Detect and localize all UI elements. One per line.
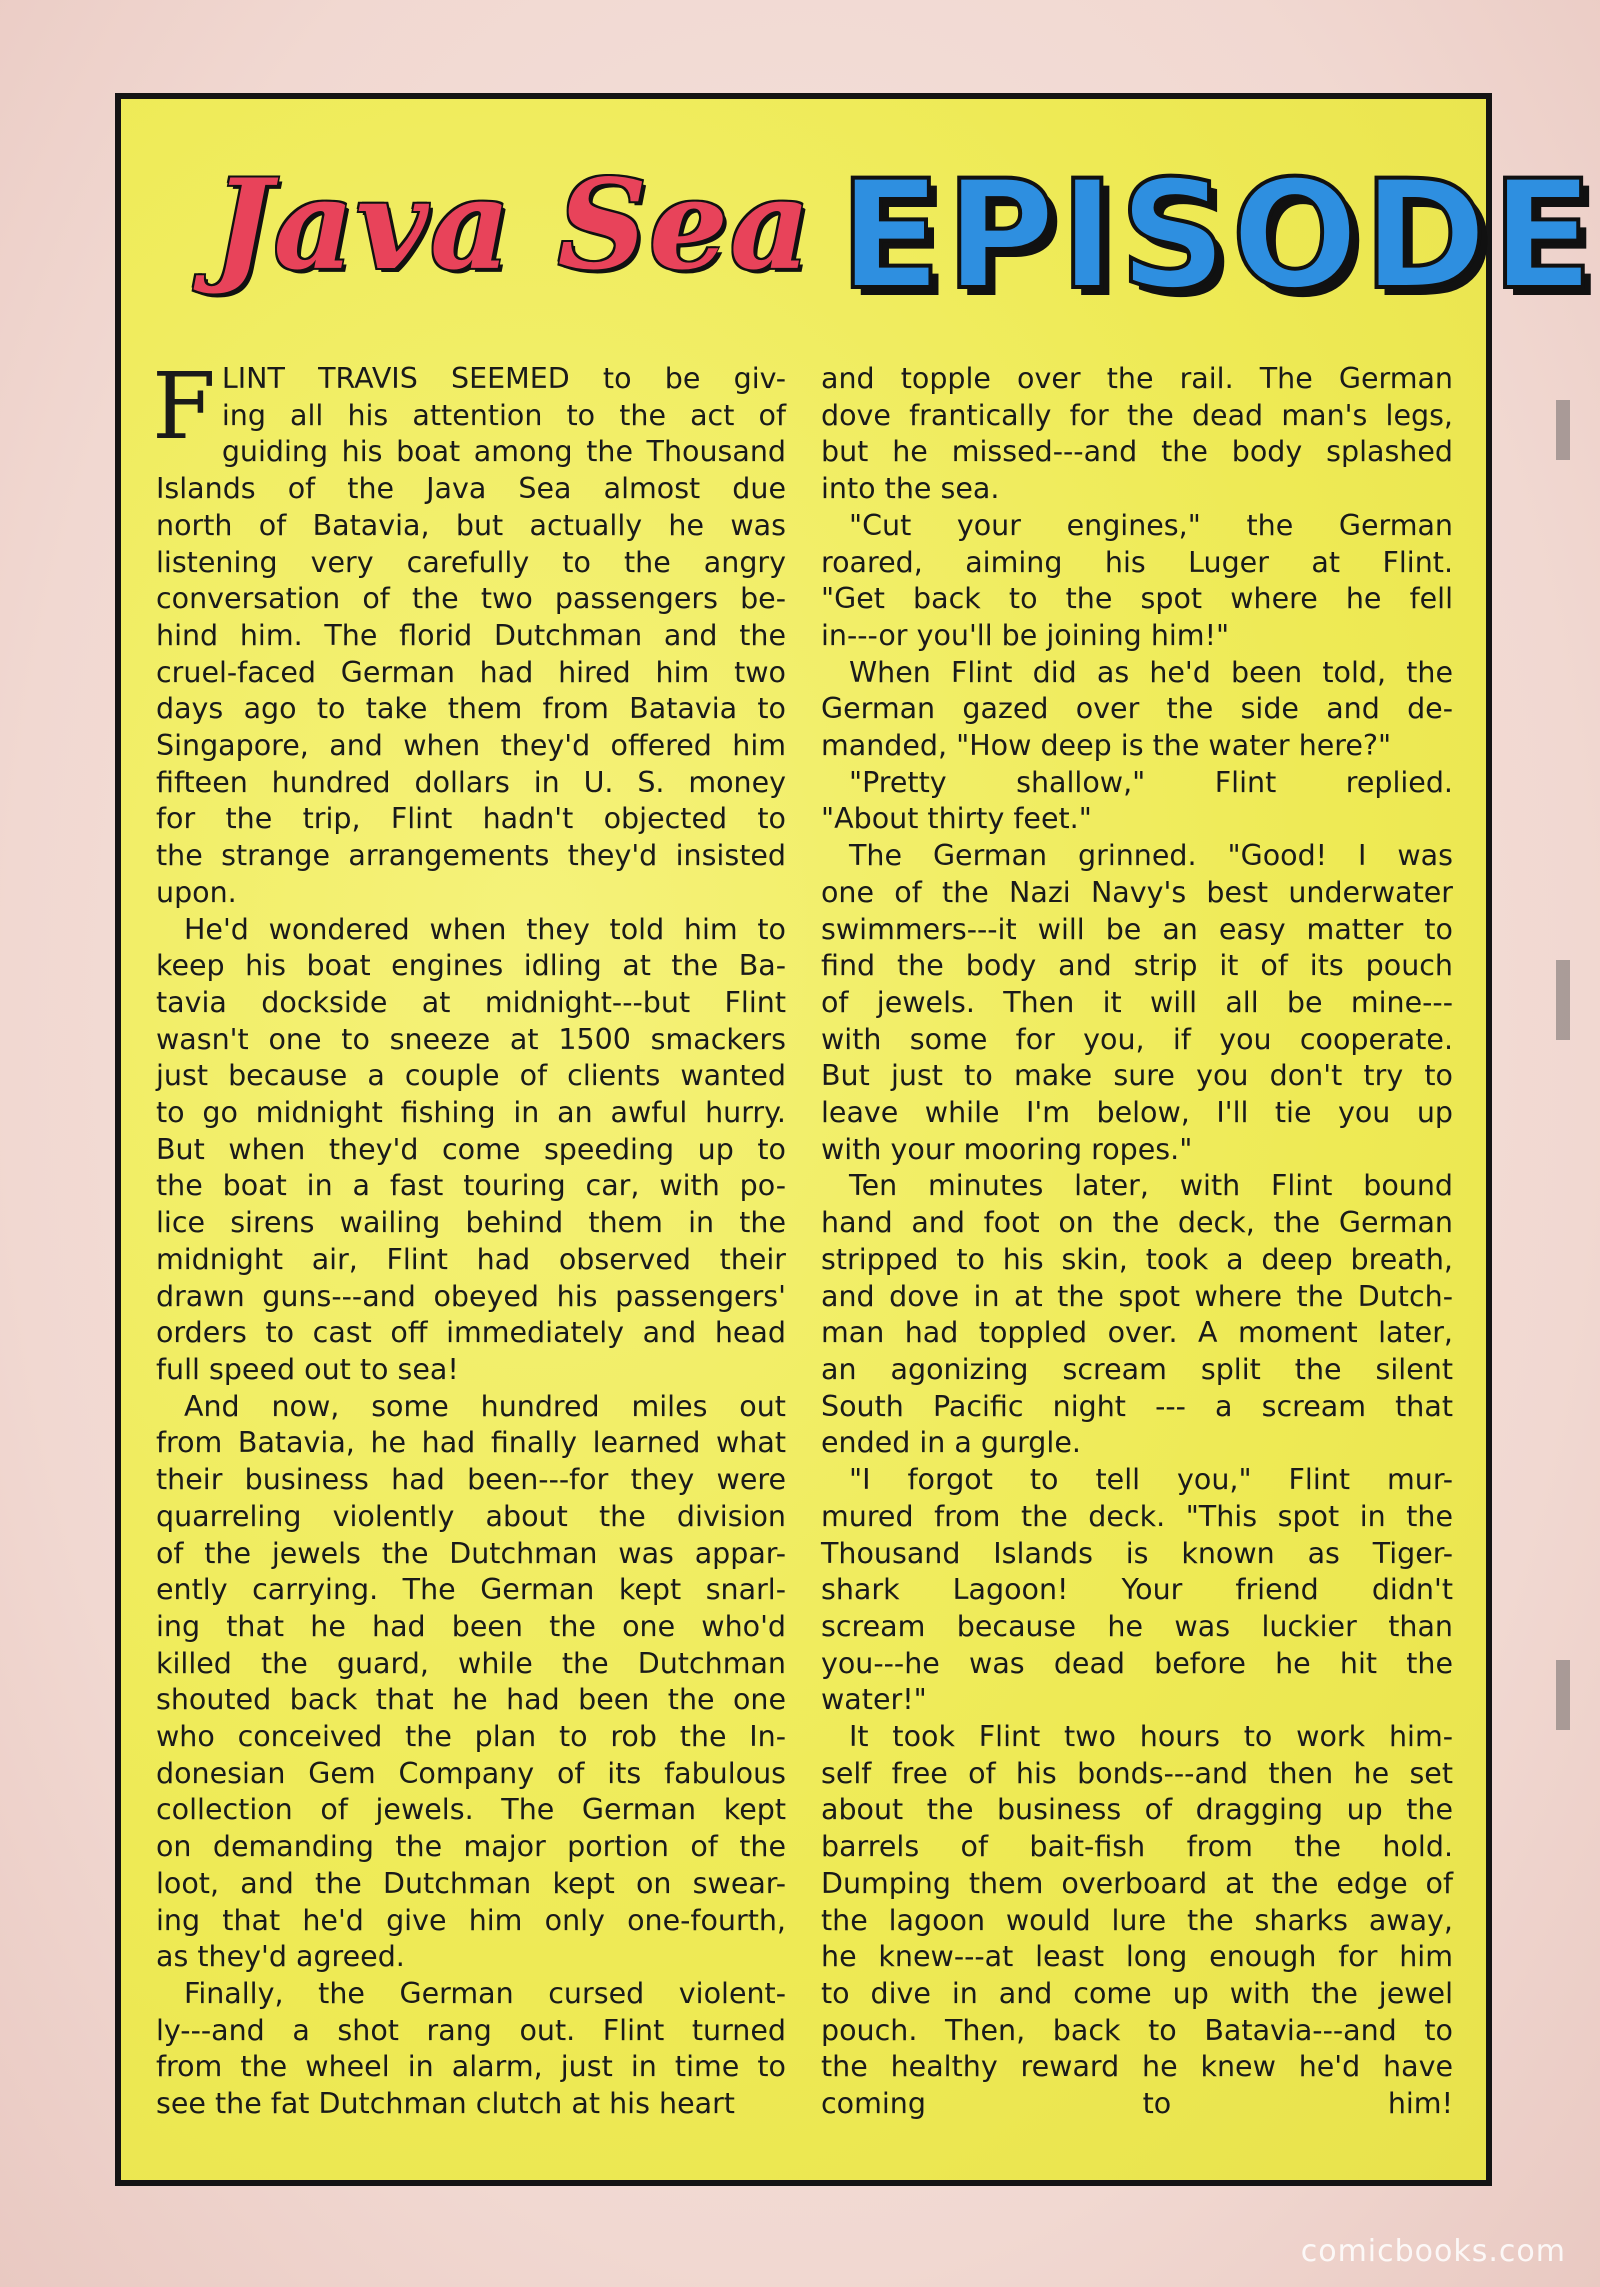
story-line: conversation of the two passengers be-	[156, 582, 786, 616]
story-line: hind him. The florid Dutchman and the	[156, 618, 786, 652]
story-line: see the fat Dutchman clutch at his heart	[156, 2087, 735, 2121]
story-line: the lagoon would lure the sharks away,	[821, 1903, 1453, 1937]
story-line: "Pretty shallow," Flint replied.	[849, 765, 1453, 799]
story-line: Islands of the Java Sea almost due	[156, 472, 786, 506]
story-line: for the trip, Flint hadn't objected to	[156, 802, 786, 836]
story-line: their business had been---for they were	[156, 1463, 786, 1497]
story-line: LINT TRAVIS SEEMED to be giv-	[221, 362, 786, 395]
title-script: Java Sea	[213, 153, 813, 298]
story-line: orders to cast off immediately and head	[156, 1316, 786, 1350]
story-line: "About thirty feet."	[821, 802, 1092, 836]
story-line: When Flint did as he'd been told, the	[849, 655, 1453, 689]
story-line: stripped to his skin, took a deep breath,	[821, 1242, 1453, 1276]
story-line: killed the guard, while the Dutchman	[156, 1646, 786, 1680]
story-line: ing that he had been the one who'd	[156, 1609, 786, 1643]
story-line: guiding his boat among the Thousand	[221, 435, 786, 469]
story-line: the healthy reward he knew he'd have	[821, 2050, 1453, 2084]
story-line: mured from the deck. "This spot in the	[821, 1499, 1453, 1533]
edge-scan-mark	[1556, 400, 1570, 460]
edge-scan-mark	[1556, 960, 1570, 1040]
story-line: Finally, the German cursed violent-	[184, 1976, 786, 2010]
drop-cap: F	[152, 353, 216, 460]
story-line: the boat in a fast touring car, with po-	[156, 1169, 786, 1203]
story-line: days ago to take them from Batavia to	[156, 692, 786, 726]
story-line: ing all his attention to the act of	[221, 398, 786, 432]
story-line: "Cut your engines," the German	[849, 508, 1453, 542]
story-line: who conceived the plan to rob the In-	[156, 1720, 786, 1754]
story-line: about the business of dragging up the	[821, 1793, 1453, 1827]
story-line: leave while I'm below, I'll tie you up	[821, 1096, 1453, 1130]
title-banner	[191, 131, 1598, 366]
story-line: from Batavia, he had finally learned what	[156, 1426, 786, 1460]
story-line: fifteen hundred dollars in U. S. money	[156, 765, 786, 799]
story-line: as they'd agreed.	[156, 1940, 405, 1974]
story-line: shouted back that he had been the one	[156, 1683, 786, 1717]
story-line: water!"	[821, 1683, 927, 1717]
story-line: an agonizing scream split the silent	[821, 1352, 1453, 1386]
story-line: the strange arrangements they'd insisted	[156, 839, 786, 873]
story-line: South Pacific night --- a scream that	[821, 1389, 1453, 1423]
story-line: midnight air, Flint had observed their	[156, 1242, 786, 1276]
story-line: and topple over the rail. The German	[821, 362, 1453, 395]
story-line: loot, and the Dutchman kept on swear-	[156, 1866, 786, 1900]
story-line: swimmers---it will be an easy matter to	[821, 912, 1453, 946]
story-line: drawn guns---and obeyed his passengers'	[156, 1279, 786, 1313]
story-line: to dive in and come up with the jewel	[821, 1976, 1453, 2010]
watermark: comicbooks.com	[1300, 2234, 1566, 2269]
story-line: ly---and a shot rang out. Flint turned	[156, 2013, 786, 2047]
story-line: full speed out to sea!	[156, 1352, 459, 1386]
story-line: north of Batavia, but actually he was	[156, 508, 786, 542]
story-line: he knew---at least long enough for him	[821, 1940, 1453, 1974]
story-line: ended in a gurgle.	[821, 1426, 1081, 1460]
story-line: ing that he'd give him only one-fourth,	[156, 1903, 786, 1937]
story-panel	[115, 93, 1598, 2186]
story-line: pouch. Then, back to Batavia---and to	[821, 2013, 1453, 2047]
story-line: upon.	[156, 875, 237, 909]
story-line: Thousand Islands is known as Tiger-	[821, 1536, 1453, 1570]
story-line: barrels of bait-fish from the hold.	[821, 1830, 1453, 1864]
right-column	[821, 361, 1453, 2123]
story-line: in---or you'll be joining him!"	[821, 618, 1230, 652]
story-line: to go midnight fishing in an awful hurry.	[156, 1096, 786, 1130]
title-block: EPISODE	[839, 149, 1598, 323]
story-line: find the body and strip it of its pouch	[821, 949, 1453, 983]
story-line: Ten minutes later, with Flint bound	[849, 1169, 1453, 1203]
story-line: on demanding the major portion of the	[156, 1830, 786, 1864]
story-line: But when they'd come speeding up to	[156, 1132, 786, 1166]
story-line: hand and foot on the deck, the German	[821, 1206, 1453, 1240]
story-line: just because a couple of clients wanted	[156, 1059, 786, 1093]
story-line: with some for you, if you cooperate.	[821, 1022, 1453, 1056]
story-line: Dumping them overboard at the edge of	[821, 1866, 1453, 1900]
edge-scan-mark	[1556, 1660, 1570, 1730]
story-line: but he missed---and the body splashed	[821, 435, 1453, 469]
story-line: Singapore, and when they'd offered him	[156, 729, 786, 763]
story-line: And now, some hundred miles out	[184, 1389, 786, 1423]
story-line: quarreling violently about the division	[156, 1499, 786, 1533]
story-line: dove frantically for the dead man's legs,	[821, 398, 1453, 432]
story-line: man had toppled over. A moment later,	[821, 1316, 1453, 1350]
story-line: shark Lagoon! Your friend didn't	[821, 1573, 1453, 1607]
story-line: donesian Gem Company of its fabulous	[156, 1756, 786, 1790]
story-line: listening very carefully to the angry	[156, 545, 786, 579]
story-line: cruel-faced German had hired him two	[156, 655, 786, 689]
story-line: wasn't one to sneeze at 1500 smackers	[156, 1022, 786, 1056]
left-column	[152, 353, 786, 2123]
story-line: "I forgot to tell you," Flint mur-	[849, 1463, 1453, 1497]
story-line: coming to him!	[821, 2087, 1453, 2121]
story-line: It took Flint two hours to work him-	[849, 1720, 1453, 1754]
story-line: scream because he was luckier than	[821, 1609, 1453, 1643]
story-line: ently carrying. The German kept snarl-	[156, 1573, 786, 1607]
story-line: from the wheel in alarm, just in time to	[156, 2050, 786, 2084]
story-line: with your mooring ropes."	[821, 1132, 1193, 1166]
story-line: The German grinned. "Good! I was	[849, 839, 1453, 873]
story-line: of the jewels the Dutchman was appar-	[156, 1536, 786, 1570]
story-line: of jewels. Then it will all be mine---	[821, 985, 1453, 1019]
story-line: self free of his bonds---and then he set	[821, 1756, 1453, 1790]
story-line: tavia dockside at midnight---but Flint	[156, 985, 786, 1019]
story-line: manded, "How deep is the water here?"	[821, 729, 1392, 763]
story-line: you---he was dead before he hit the	[821, 1646, 1453, 1680]
story-line: collection of jewels. The German kept	[156, 1793, 786, 1827]
story-line: German gazed over the side and de-	[821, 692, 1453, 726]
story-line: keep his boat engines idling at the Ba-	[156, 949, 786, 983]
story-line: He'd wondered when they told him to	[184, 912, 786, 946]
story-line: "Get back to the spot where he fell	[821, 582, 1453, 616]
story-line: one of the Nazi Navy's best underwater	[821, 875, 1453, 909]
story-line: into the sea.	[821, 472, 1000, 506]
story-line: and dove in at the spot where the Dutch-	[821, 1279, 1453, 1313]
story-line: But just to make sure you don't try to	[821, 1059, 1453, 1093]
story-line: roared, aiming his Luger at Flint.	[821, 545, 1453, 579]
story-line: lice sirens wailing behind them in the	[156, 1206, 786, 1240]
